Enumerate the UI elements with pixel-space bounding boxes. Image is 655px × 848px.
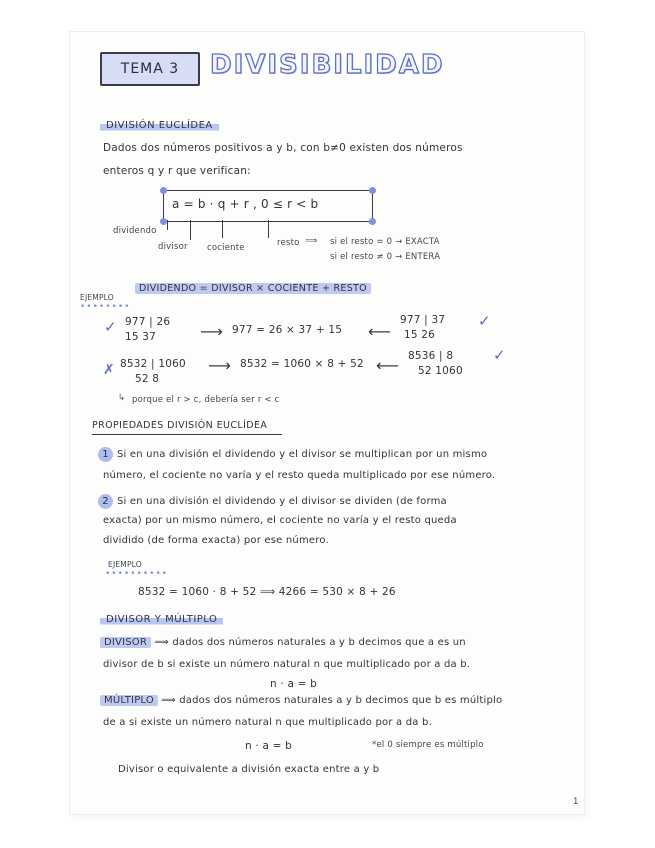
label-dividendo: dividendo (113, 226, 157, 236)
property-1-text: Si en una división el dividendo y el divisor se multiplican por un mismo (117, 449, 488, 460)
division-2r-bottom: 52 1060 (418, 365, 463, 377)
arrow-left-icon: ⟵ (376, 356, 399, 375)
label-resto: resto (277, 238, 300, 248)
property-2-line-3: dividido (de forma exacta) por ese número. (103, 535, 329, 546)
property-2-line-2: exacta) por un mismo número, el cociente no varía y el resto queda (103, 515, 457, 526)
resto-rule-exacta: si el resto = 0 → EXACTA (330, 237, 440, 247)
property-2-text: Si en una división el dividendo y el divisor se dividen (de forma (117, 496, 447, 507)
page-title: DIVISIBILIDAD (210, 50, 445, 80)
corner-dot (369, 218, 376, 225)
multiplo-definition-line-2: de a si existe un número natural n que multiplicado por a da b. (103, 717, 432, 728)
division-2-top: 8532 | 1060 (120, 358, 186, 370)
multiplo-definition-line-1: MÚLTIPLO ⟹ dados dos números naturales a y b decimos que b es múltiplo (100, 695, 502, 706)
error-note: porque el r > c, debería ser r < c (132, 395, 280, 405)
arrow-icon: ⟹ (305, 236, 318, 246)
division-2r-top: 8536 | 8 (408, 350, 454, 362)
label-divisor: divisor (158, 242, 188, 252)
definition-line-2: enteros q y r que verifican: (103, 165, 251, 177)
check-icon: ✓ (104, 318, 117, 336)
dotted-divider: •••••••••• (105, 569, 169, 579)
multiplo-text: dados dos números naturales a y b decimos que b es múltiplo (179, 695, 503, 706)
cross-icon: ✗ (103, 362, 115, 378)
check-icon: ✓ (493, 346, 506, 364)
division-2-bottom: 52 8 (135, 373, 160, 385)
check-icon: ✓ (478, 312, 491, 330)
dotted-divider: •••••••• (80, 302, 131, 312)
divisor-formula: n · a = b (270, 678, 318, 690)
equation-1: 977 = 26 × 37 + 15 (232, 324, 343, 336)
division-1-bottom: 15 37 (125, 331, 157, 343)
corner-dot (369, 187, 376, 194)
divisor-text: dados dos números naturales a y b decimos que a es un (172, 637, 466, 648)
corner-dot (160, 187, 167, 194)
divisor-definition-line-1: DIVISOR ⟹ dados dos números naturales a y b decimos que a es un (100, 637, 466, 648)
dividendo-rule-heading: DIVIDENDO = DIVISOR × COCIENTE + RESTO (135, 283, 371, 294)
number-badge: 1 (98, 447, 113, 462)
divisor-definition-line-2: divisor de b si existe un número natural n que multiplicado por a da b. (103, 659, 471, 670)
equation-2: 8532 = 1060 × 8 + 52 (240, 358, 364, 370)
multiplo-note: *el 0 siempre es múltiplo (372, 740, 484, 750)
arrow-right-icon: ⟶ (208, 356, 231, 375)
label-cociente: cociente (207, 243, 245, 253)
final-line: Divisor o equivalente a división exacta entre a y b (118, 764, 380, 775)
tema-label: TEMA 3 (100, 52, 200, 86)
section-heading-division-euclidea: DIVISIÓN EUCLÍDEA (100, 120, 219, 131)
divisor-term: DIVISOR (100, 637, 151, 648)
arrow-right-icon: ⟶ (200, 322, 223, 341)
ejemplo-label: EJEMPLO (80, 293, 114, 302)
arrow-left-icon: ⟵ (368, 322, 391, 341)
property-1-line-2: número, el cociente no varía y el resto queda multiplicado por ese número. (103, 470, 496, 481)
arrow-corner-icon: ↳ (118, 393, 126, 403)
ejemplo-label-2: EJEMPLO (108, 560, 142, 569)
property-2-line-1 (98, 494, 447, 509)
number-badge: 2 (98, 494, 113, 509)
division-1-top: 977 | 26 (125, 316, 171, 328)
section-heading-propiedades: PROPIEDADES DIVISIÓN EUCLÍDEA (92, 420, 268, 431)
property-example: 8532 = 1060 · 8 + 52 ⟹ 4266 = 530 × 8 + 26 (138, 586, 396, 598)
division-1r-top: 977 | 37 (400, 314, 446, 326)
multiplo-term: MÚLTIPLO (100, 695, 158, 706)
multiplo-formula: n · a = b (245, 740, 293, 752)
corner-dot (160, 218, 167, 225)
page-number: 1 (573, 797, 579, 807)
resto-rule-entera: si el resto ≠ 0 → ENTERA (330, 252, 441, 262)
property-1-line-1 (98, 447, 487, 462)
section-heading-divisor-multiplo: DIVISOR Y MÚLTIPLO (100, 614, 223, 625)
definition-line-1: Dados dos números positivos a y b, con b≠0 existen dos números (103, 142, 463, 154)
division-1r-bottom: 15 26 (404, 329, 436, 341)
euclid-formula: a = b · q + r , 0 ≤ r < b (172, 197, 319, 211)
